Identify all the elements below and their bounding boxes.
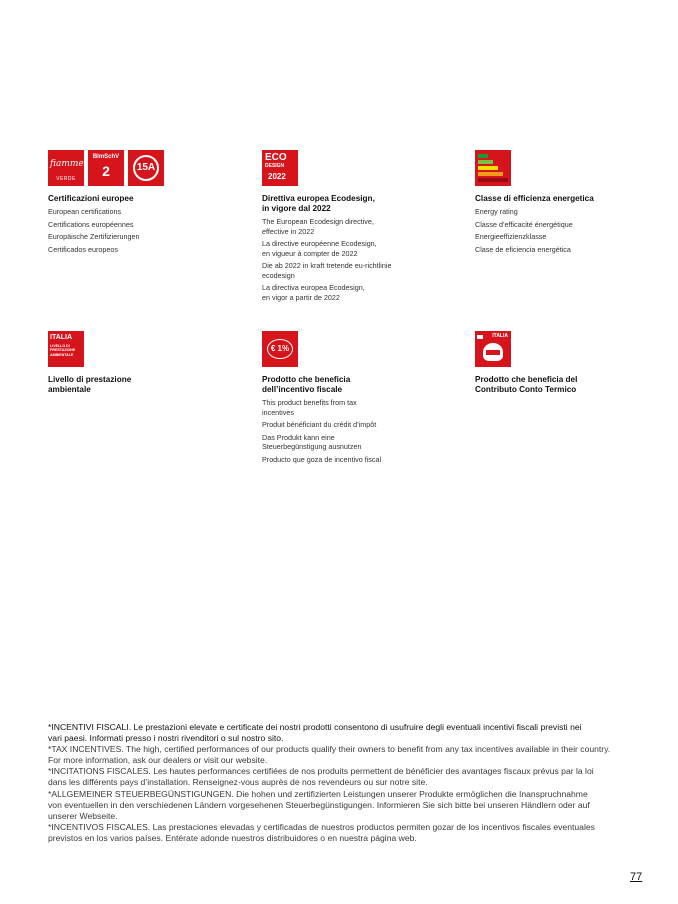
list-item: Certificados europeos (48, 244, 118, 254)
page-number: 77 (630, 871, 643, 883)
list-item: Energieeffizienzklasse (475, 232, 547, 241)
ecodesign-block (262, 150, 442, 305)
list-item: Energy rating (475, 207, 518, 216)
footer-notes (48, 722, 636, 844)
list-item: Die ab 2022 in kraft tretende eu-richtlinie ecodesign (262, 261, 392, 280)
certifications-block (48, 150, 228, 257)
list-item: Classe d’efficacité énergétique (475, 219, 573, 229)
section-title: Livello di prestazione ambientale (48, 375, 132, 394)
conto-termico-block (475, 331, 655, 398)
list-item: The European Ecodesign directive, effective in 2022 (262, 217, 374, 236)
note-it: *INCENTIVI FISCALI. Le prestazioni elevate e certificate dei nostri prodotti consentono di usufruire degli eventuali incentivi fiscali previsti nei vari paesi. Informati presso i nostri rivenditori o sul nostro sito. (48, 722, 582, 744)
section-title: Prodotto che beneficia del Contributo Conto Termico (475, 375, 578, 394)
energy-block (475, 150, 655, 257)
list-item: Producto que goza de incentivo fiscal (262, 454, 382, 464)
note-en: *TAX INCENTIVES. The high, certified performances of our products qualify their owners to benefit from any tax incentives available in their country. For more information, ask our dealers or visit our website. (48, 744, 611, 766)
fiamme-verdi-logo: fiamme VERDE (48, 150, 84, 186)
art15a-logo: 15A (128, 150, 164, 186)
note-es: *INCENTIVOS FISCALES. Las prestaciones elevadas y certificadas de nuestros productos permiten gozar de los incentivos fiscales eventuales previstos en los varios países. Entérate adonde nuestros distribuidores o en nuestra página web. (48, 821, 595, 843)
list-item: La directiva europea Ecodesign, en vigor a partir de 2022 (262, 283, 365, 302)
list-item: This product benefits from tax incentives (262, 398, 357, 417)
list-item: Das Produkt kann eine Steuerbegünstigung ausnutzen (262, 432, 362, 451)
list-item: European certifications (48, 207, 122, 216)
energy-rating-icon (475, 150, 511, 186)
list-item: Produit bénéficiant du crédit d’impôt (262, 420, 377, 429)
environment-block (48, 331, 228, 398)
section-title: Classe di efficienza energetica (475, 194, 594, 203)
note-fr: *INCITATIONS FISCALES. Les hautes performances certifiées de nos produits permettent de bénéficier des avantages fiscaux prévus par la loi dans les différents pays d’installation. Renseignez-vous auprès de nos revendeurs ou sur notre site. (48, 766, 594, 788)
note-de: *ALLGEMEINER STEUERBEGÜNSTIGUNGEN. Die hohen und zertifizierten Leistungen unserer Produkte ermöglichen die Inanspruchnahme von eventuellen in den verschiedenen Ländern vorgesehenen Steuerbegünstigungen. Informieren Sie sich bitte bei unseren Händlern oder auf unserer Webseite. (48, 788, 590, 821)
section-title: Direttiva europea Ecodesign, in vigore dal 2022 (262, 194, 375, 213)
section-title: Prodotto che beneficia dell’incentivo fiscale (262, 375, 351, 394)
environmental-performance-logo: ITALIA LIVELLO DI PRESTAZIONE AMBIENTALE (48, 331, 84, 367)
list-item: Clase de eficiencia energética (475, 244, 571, 254)
flag-icon (477, 335, 483, 339)
tax-incentive-block (262, 331, 442, 467)
list-item: La directive européenne Ecodesign, en vigueur à compter de 2022 (262, 239, 377, 258)
ecodesign-logo: ECO DESIGN 2022 (262, 150, 298, 186)
certification-logos (48, 150, 228, 186)
conto-termico-logo: ITALIA (475, 331, 511, 367)
bimschv-logo: BImSchV 2 (88, 150, 124, 186)
section-title: Certificazioni europee (48, 194, 134, 203)
list-item: Europäische Zertifizierungen (48, 232, 140, 241)
list-item: Certifications européennes (48, 219, 134, 229)
tax-incentive-icon: € 1% (262, 331, 298, 367)
